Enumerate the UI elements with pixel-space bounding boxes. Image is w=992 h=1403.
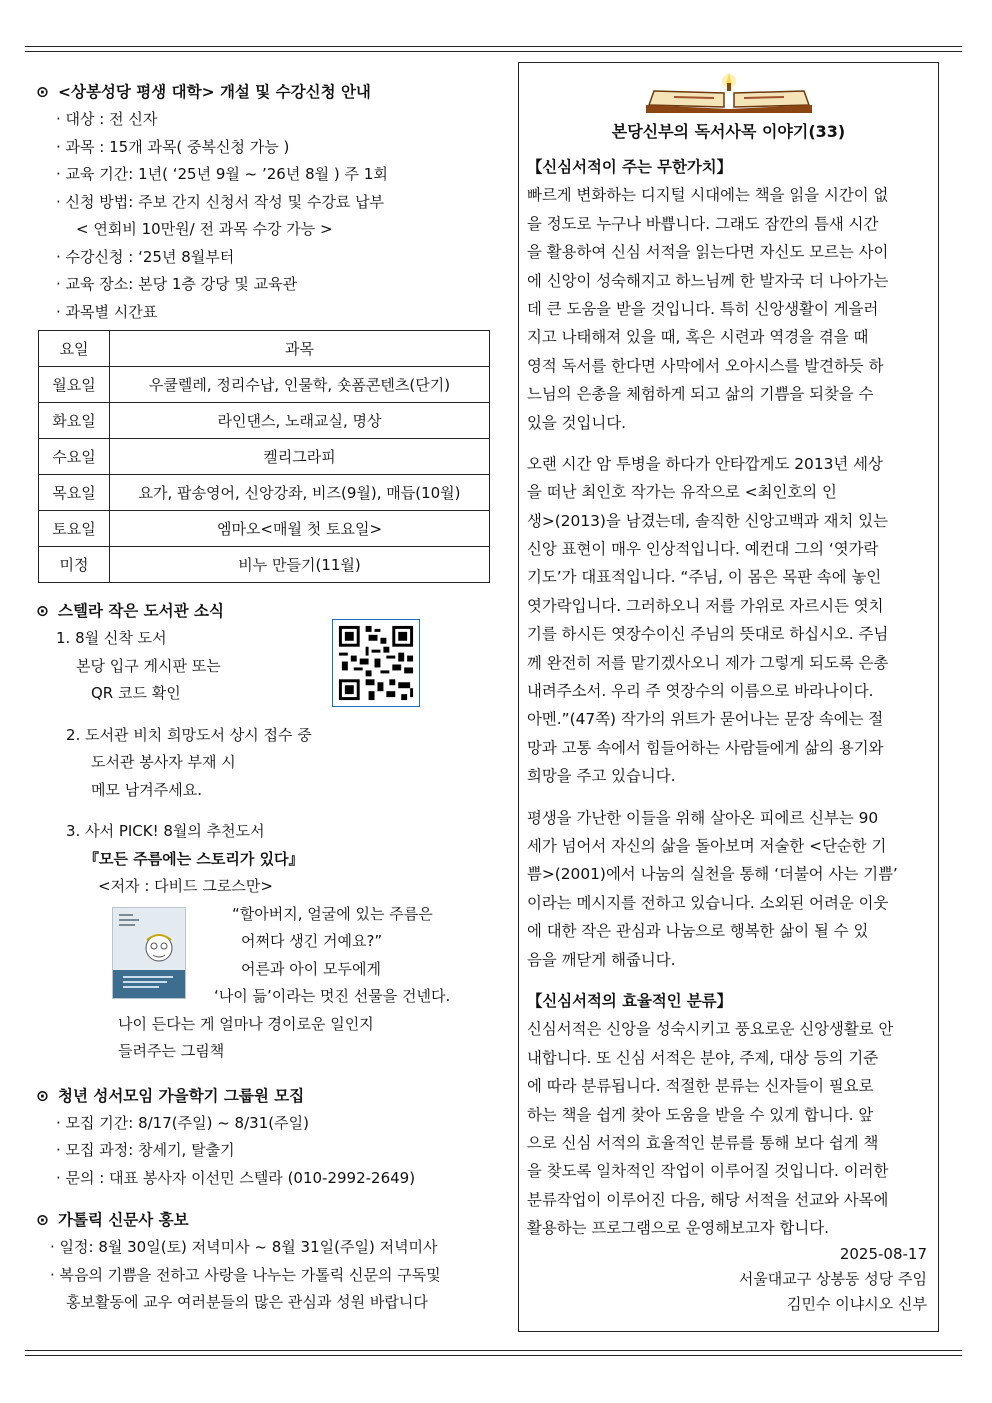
top-rule-2 xyxy=(25,51,962,52)
paragraph-line: 세가 넘어서 자신의 삶을 돌아보며 저술한 <단순한 기 xyxy=(527,836,887,855)
qr-code-graphic xyxy=(333,620,419,706)
table-header-cell: 요일 xyxy=(39,331,110,367)
paragraph-line: 에 신앙이 성숙해지고 하느님께 한 발자국 더 나아가는 xyxy=(527,271,889,290)
info-line: · 문의 : 대표 봉사자 이선민 스텔라 (010-2992-2649) xyxy=(56,1168,416,1187)
table-header-row xyxy=(39,331,490,367)
paragraph-line: 을 활용하여 신심 서적을 읽는다면 자신도 모르는 사이 xyxy=(527,243,889,262)
library-item-1-detail: QR 코드 확인 xyxy=(91,684,181,702)
paragraph-line: 기도’가 대표적입니다. “주님, 이 몸은 목판 속에 놓인 xyxy=(527,568,882,587)
table-row xyxy=(39,547,490,583)
table-row xyxy=(39,439,490,475)
paragraph-line: 영적 독서를 한다면 사막에서 오아시스를 발견하듯 하 xyxy=(527,356,884,375)
book-quote-line: 어쩌다 생긴 거예요?” xyxy=(241,932,383,950)
table-row xyxy=(39,367,490,403)
info-line: 홍보활동에 교우 여러분들의 많은 관심과 성원 바랍니다 xyxy=(66,1293,428,1311)
paragraph-line: 지고 나태해져 있을 때, 혹은 시련과 역경을 겪을 때 xyxy=(527,328,869,347)
info-line: · 수강신청 : ‘25년 8월부터 xyxy=(56,247,235,266)
day-cell: 수요일 xyxy=(39,439,110,475)
bullet-icon: ⊙ xyxy=(36,1211,49,1229)
book-author: <저자 : 다비드 그로스만> xyxy=(98,877,273,895)
paragraph-line: 에 따라 분류됩니다. 적절한 분류는 신자들이 필요로 xyxy=(527,1077,874,1096)
paragraph-line: 생>(2013)을 남겼는데, 솔직한 신앙고백과 재치 있는 xyxy=(527,511,889,530)
paragraph-line: 에 대한 작은 관심과 나눔으로 행복한 삶이 될 수 있 xyxy=(527,922,869,941)
column-title: 본당신부의 독서사목 이야기(33) xyxy=(611,122,846,141)
paragraph-line: 신심서적은 신앙을 성숙시키고 풍요로운 신앙생활로 안 xyxy=(527,1020,894,1039)
paragraph-line: 평생을 가난한 이들을 위해 살아온 피에르 신부는 90 xyxy=(527,808,879,827)
paragraph-line: 내합니다. 또 신심 서적은 분야, 주제, 대상 등의 기준 xyxy=(527,1048,879,1067)
signature-priest: 김민수 이냐시오 신부 xyxy=(787,1295,927,1314)
paragraph-line: 음을 깨닫게 해줍니다. xyxy=(527,950,676,969)
library-item-2-detail: 메모 남겨주세요. xyxy=(91,780,202,799)
paragraph-line: 데 큰 도움을 받을 것입니다. 특히 신앙생활이 게을러 xyxy=(527,299,879,318)
day-cell: 월요일 xyxy=(39,367,110,403)
fee-note: < 연회비 10만원/ 전 과목 수강 가능 > xyxy=(76,220,333,238)
paragraph-line: 께 완전히 저를 맡기겠사오니 제가 그렇게 되도록 은총 xyxy=(527,653,889,672)
paragraph-line: 을 찾도록 일차적인 작업이 이루어질 것입니다. 이러한 xyxy=(527,1162,889,1181)
book-quote-line: 어른과 아이 모두에게 xyxy=(241,959,381,978)
qr-code-icon[interactable] xyxy=(332,619,420,707)
section-youth-bible-title: ⊙ 청년 성서모임 가을학기 그룹원 모집 xyxy=(36,1082,492,1110)
table-row xyxy=(39,511,490,547)
info-line: · 일정: 8월 30일(토) 저녁미사 ~ 8월 31일(주일) 저녁미사 xyxy=(50,1238,438,1256)
day-cell: 토요일 xyxy=(39,511,110,547)
info-line: · 모집 과정: 창세기, 탈출기 xyxy=(56,1141,235,1159)
info-line: · 신청 방법: 주보 간지 신청서 작성 및 수강료 납부 xyxy=(56,192,385,211)
bullet-icon: ⊙ xyxy=(36,1086,49,1105)
section-catholic-news-title: ⊙ 가톨릭 신문사 홍보 xyxy=(36,1206,492,1234)
book-cover-graphic xyxy=(113,908,185,998)
left-column xyxy=(36,78,492,1317)
paragraph-line: 쁨>(2001)에서 나눔의 실천을 통해 ‘더불어 사는 기쁨’ xyxy=(527,865,898,884)
info-line: · 교육 장소: 본당 1층 강당 및 교육관 xyxy=(56,275,298,293)
reading-pastoral-box xyxy=(518,62,939,1332)
book-quote-line: “할아버지, 얼굴에 있는 주름은 xyxy=(232,904,433,923)
subheading: 【신심서적의 효율적인 분류】 xyxy=(527,991,733,1010)
paragraph-line: 엿가락입니다. 그러하오니 저를 가위로 자르시든 엿치 xyxy=(527,596,884,615)
info-line: · 과목별 시간표 xyxy=(56,302,158,321)
paragraph-line: 분류작업이 이루어진 다음, 해당 서적을 선교와 사목에 xyxy=(527,1190,889,1209)
info-line: · 모집 기간: 8/17(주일) ~ 8/31(주일) xyxy=(56,1113,309,1132)
library-item-1-detail: 본당 입구 게시판 또는 xyxy=(76,656,221,675)
table-row xyxy=(39,403,490,439)
bullet-icon: ⊙ xyxy=(36,83,49,101)
bullet-icon: ⊙ xyxy=(36,602,49,620)
section-library-title: ⊙ 스텔라 작은 도서관 소식 xyxy=(36,597,492,625)
day-cell: 목요일 xyxy=(39,475,110,511)
course-cell: 요가, 팝송영어, 신앙강좌, 비즈(9월), 매듭(10월) xyxy=(110,475,490,511)
paragraph-line: 이라는 메시지를 전하고 있습니다. 소외된 어려운 이웃 xyxy=(527,893,889,912)
course-cell: 라인댄스, 노래교실, 명상 xyxy=(110,403,490,439)
course-cell: 우쿨렐레, 정리수납, 인물학, 숏폼콘텐츠(단기) xyxy=(110,367,490,403)
course-cell: 엠마오<매월 첫 토요일> xyxy=(110,511,490,547)
book-quote-line: ‘나이 듦’이라는 멋진 선물을 건넨다. xyxy=(214,987,451,1005)
paragraph-line: 신앙 표현이 매우 인상적입니다. 예컨대 그의 ‘엿가락 xyxy=(527,540,879,559)
bottom-rule-2 xyxy=(25,1355,962,1356)
book-description: 들려주는 그림책 xyxy=(118,1042,225,1060)
paragraph-line: 희망을 주고 있습니다. xyxy=(527,767,676,786)
paragraph-line: 내려주소서. 우리 주 엿장수의 이름으로 바라나이다. xyxy=(527,682,874,701)
subheading: 【신심서적이 주는 무한가치】 xyxy=(527,158,733,176)
book-description: 나이 든다는 게 얼마나 경이로운 일인지 xyxy=(118,1014,374,1033)
open-book-icon xyxy=(644,71,814,115)
article-date: 2025-08-17 xyxy=(839,1245,927,1264)
recommended-book-title: 『모든 주름에는 스토리가 있다』 xyxy=(84,849,304,868)
info-line: · 대상 : 전 신자 xyxy=(56,110,158,128)
day-cell: 화요일 xyxy=(39,403,110,439)
table-row xyxy=(39,475,490,511)
paragraph-line: 있을 것입니다. xyxy=(527,413,626,432)
schedule-table xyxy=(38,330,490,583)
paragraph-line: 으로 신심 서적의 효율적인 분류를 통해 보다 쉽게 책 xyxy=(527,1133,879,1152)
library-item-2: 2. 도서관 비치 희망도서 상시 접수 중 xyxy=(66,725,312,744)
bottom-rule-1 xyxy=(25,1350,962,1351)
section-lifelong-university-title: ⊙ <상봉성당 평생 대학> 개설 및 수강신청 안내 xyxy=(36,78,492,106)
paragraph-line: 기를 하시든 엿장수이신 주님의 뜻대로 하십시오. 주님 xyxy=(527,625,889,644)
paragraph-line: 활용하는 프로그램으로 운영해보고자 합니다. xyxy=(527,1219,830,1238)
info-line: · 과목 : 15개 과목( 중복신청 가능 ) xyxy=(56,137,290,156)
top-rule-1 xyxy=(25,46,962,47)
paragraph-line: 을 떠난 최인호 작가는 유작으로 <최인호의 인 xyxy=(527,483,837,502)
library-item-1: 1. 8월 신착 도서 xyxy=(56,629,167,647)
course-cell: 켈리그라피 xyxy=(110,439,490,475)
paragraph-line: 느님의 은총을 체험하게 되고 삶의 기쁨을 되찾을 수 xyxy=(527,385,874,404)
library-item-2-detail: 도서관 봉사자 부재 시 xyxy=(91,753,236,771)
day-cell: 미정 xyxy=(39,547,110,583)
paragraph-line: 아멘.”(47쪽) 작가의 위트가 묻어나는 문장 속에는 절 xyxy=(527,710,884,729)
table-header-cell: 과목 xyxy=(110,331,490,367)
info-line: · 복음의 기쁨을 전하고 사랑을 나누는 가톨릭 신문의 구독및 xyxy=(50,1265,441,1284)
info-line: · 교육 기간: 1년( ‘25년 9월 ~ ’26년 8월 ) 주 1회 xyxy=(56,165,388,183)
paragraph-line: 빠르게 변화하는 디지털 시대에는 책을 읽을 시간이 없 xyxy=(527,186,889,205)
book-cover-icon xyxy=(112,907,186,999)
paragraph-line: 을 정도로 누구나 바쁩니다. 그래도 잠깐의 틈새 시간 xyxy=(527,214,879,233)
paragraph-line: 하는 책을 쉽게 찾아 도움을 받을 수 있게 합니다. 앞 xyxy=(527,1105,874,1124)
course-cell: 비누 만들기(11월) xyxy=(110,547,490,583)
library-item-3: 3. 사서 PICK! 8월의 추천도서 xyxy=(66,822,265,840)
paragraph-line: 망과 고통 속에서 힘들어하는 사람들에게 삶의 용기와 xyxy=(527,738,884,757)
paragraph-line: 오랜 시간 암 투병을 하다가 안타깝게도 2013년 세상 xyxy=(527,454,883,473)
signature-parish: 서울대교구 상봉동 성당 주임 xyxy=(738,1270,927,1289)
column-body xyxy=(527,153,931,1317)
